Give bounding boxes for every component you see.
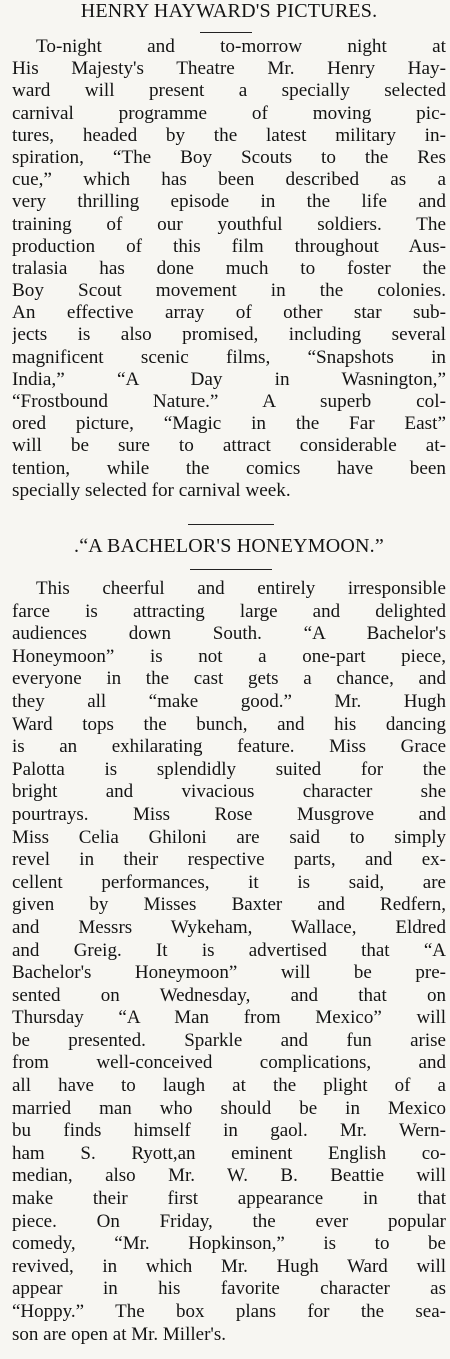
article-text-line: spiration, “The Boy Scouts to the Res (12, 146, 446, 168)
article-text-line: His Majesty's Theatre Mr. Henry Hay- (12, 58, 446, 80)
section-divider-rule (188, 524, 274, 525)
article-text-line: ward will present a specially selected (12, 80, 446, 102)
article-text-line: son are open at Mr. Miller's. (12, 1323, 226, 1345)
article-text-line: bright and vivacious character she (12, 781, 446, 803)
article-text-line: jects is also promised, including several (12, 324, 446, 346)
article-text-line: production of this film throughout Aus- (12, 235, 446, 257)
article-text-line: and Messrs Wykeham, Wallace, Eldred (12, 916, 446, 938)
article-body-henry-hayward (12, 36, 446, 502)
article-text-line: from well-conceived complications, and (12, 1052, 446, 1074)
article-text-line: India,” “A Day in Wasnington,” (12, 368, 446, 390)
article-text-line: “Frostbound Nature.” A superb col- (12, 391, 446, 412)
article-text-line: appear in his favorite character as (12, 1278, 446, 1300)
article-text-line: To-night and to-morrow night at (36, 36, 446, 57)
article-text-line: is an exhilarating feature. Miss Grace (12, 736, 446, 758)
article-text-line: magnificent scenic films, “Snapshots in (12, 346, 446, 368)
article-text-line: piece. On Friday, the ever popular (12, 1210, 446, 1232)
article-text-line: carnival programme of moving pic- (12, 102, 446, 124)
article-text-line: Miss Celia Ghiloni are said to simply (12, 826, 446, 848)
article-text-line: and Greig. It is advertised that “A (12, 939, 446, 961)
article-text-line: tures, headed by the latest military in- (12, 124, 446, 146)
article-text-line: given by Misses Baxter and Redfern, (12, 894, 446, 916)
headline-rule (200, 32, 252, 33)
article-text-line: be presented. Sparkle and fun arise (12, 1029, 446, 1051)
article-text-line: everyone in the cast gets a chance, and (12, 668, 446, 690)
article-headline-henry-hayward: HENRY HAYWARD'S PICTURES. (80, 0, 378, 22)
article-text-line: Bachelor's Honeymoon” will be pre- (12, 962, 446, 984)
article-text-line: revel in their respective parts, and ex- (12, 849, 446, 871)
headline-rule (190, 569, 272, 570)
article-text-line: Ward tops the bunch, and his dancing (12, 713, 446, 735)
article-text-line: Thursday “A Man from Mexico” will (12, 1007, 446, 1029)
article-text-line: audiences down South. “A Bachelor's (12, 623, 446, 645)
article-text-line: very thrilling episode in the life and (12, 191, 446, 213)
article-text-line: revived, in which Mr. Hugh Ward will (12, 1255, 446, 1277)
article-text-line: bu finds himself in gaol. Mr. Wern- (12, 1120, 446, 1142)
article-text-line: cellent performances, it is said, are (12, 871, 446, 893)
article-headline-bachelors-honeymoon: .“A BACHELOR'S HONEYMOON.” (74, 535, 384, 557)
article-text-line: This cheerful and entirely irresponsible (36, 578, 446, 599)
article-text-line: training of our youthful soldiers. The (12, 213, 446, 235)
article-text-line: farce is attracting large and delighted (12, 600, 446, 622)
article-text-line: Honeymoon” is not a one-part piece, (12, 645, 446, 667)
article-text-line: sented on Wednesday, and that on (12, 984, 446, 1006)
article-text-line: An effective array of other star sub- (12, 302, 446, 324)
article-text-line: all have to laugh at the plight of a (12, 1075, 446, 1097)
article-body-bachelors-honeymoon (12, 578, 446, 1346)
article-text-line: they all “make good.” Mr. Hugh (12, 690, 446, 712)
article-text-line: cue,” which has been described as a (12, 169, 446, 191)
article-text-line: Palotta is splendidly suited for the (12, 758, 446, 780)
article-text-line: “Hoppy.” The box plans for the sea- (12, 1301, 446, 1322)
article-text-line: Boy Scout movement in the colonies. (12, 280, 446, 302)
article-text-line: make their first appearance in that (12, 1188, 446, 1210)
article-text-line: married man who should be in Mexico (12, 1097, 446, 1119)
article-text-line: ored picture, “Magic in the Far East” (12, 413, 446, 435)
article-text-line: comedy, “Mr. Hopkinson,” is to be (12, 1233, 446, 1255)
article-text-line: tralasia has done much to foster the (12, 257, 446, 279)
article-text-line: tention, while the comics have been (12, 457, 446, 479)
article-text-line: pourtrays. Miss Rose Musgrove and (12, 803, 446, 825)
article-text-line: specially selected for carnival week. (12, 479, 291, 501)
article-text-line: median, also Mr. W. B. Beattie will (12, 1165, 446, 1187)
article-text-line: will be sure to attract considerable at- (12, 435, 446, 457)
article-text-line: ham S. Ryott,an eminent English co- (12, 1142, 446, 1164)
